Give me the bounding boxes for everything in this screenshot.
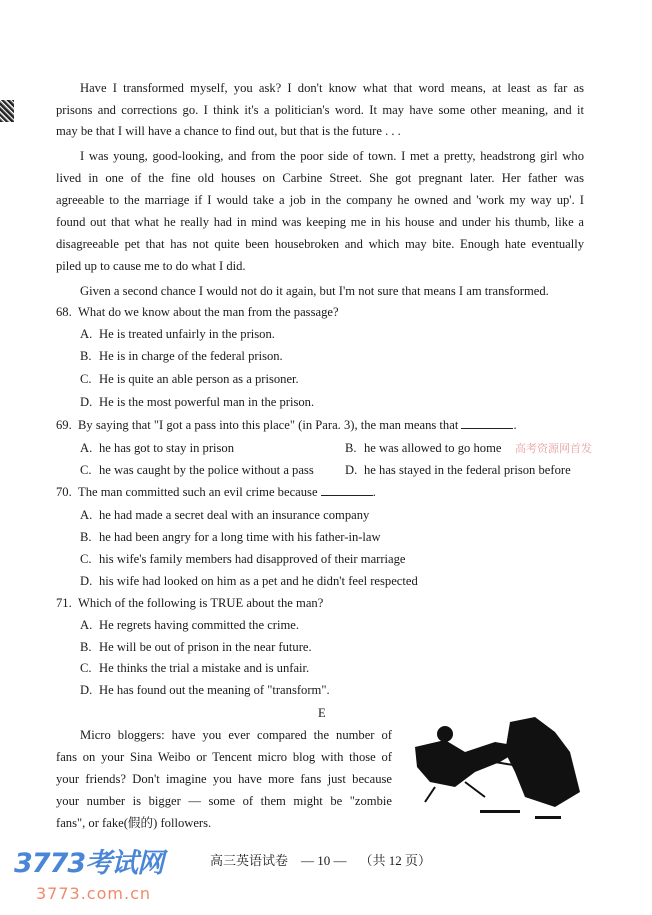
passage-line: found out that what he really had in mind was keeping me in his house and under his thumb, like a <box>56 215 584 229</box>
option-text: he had made a secret deal with an insurance company <box>99 508 370 522</box>
passage-line: disagreeable pet that has not quite been housebroken and which may bite. Enough hate eventually <box>56 237 584 251</box>
passage-line: lived in one of the fine old houses on Carbine Street. She got pregnant later. Her father was <box>56 171 584 185</box>
passage-line: piled up to cause me to do what I did. <box>56 259 246 273</box>
site-logo: 3773考试网 <box>14 848 164 879</box>
passage-line: may be that I will have a chance to find out, but that is the future . . . <box>56 124 401 138</box>
option-letter: B. <box>80 640 92 654</box>
option-text: He is the most powerful man in the prison. <box>99 395 315 409</box>
option-letter: A. <box>80 327 93 341</box>
passage-line: agreeable to the marriage if I would take a job in the company he owned and 'work my way up'. I <box>56 193 584 207</box>
option-text: He regrets having committed the crime. <box>99 618 300 632</box>
question-stem-text: Which of the following is TRUE about the man? <box>78 596 324 610</box>
answer-blank <box>461 418 513 429</box>
passage-line: Have I transformed myself, you ask? I don't know what that word means, at least as far as <box>80 81 584 95</box>
option-letter: B. <box>345 441 357 455</box>
option-text: he has stayed in the federal prison before <box>364 463 571 477</box>
watermark: 高考资源网首发 <box>515 442 592 455</box>
option-letter: D. <box>80 574 93 588</box>
answer-blank <box>321 485 373 496</box>
question-number: 71. <box>56 596 72 610</box>
option-letter: C. <box>80 463 92 477</box>
question-number: 69. <box>56 418 72 432</box>
option-letter: A. <box>80 618 93 632</box>
passage-line: Given a second chance I would not do it again, but I'm not sure that means I am transformed. <box>80 284 549 298</box>
option-text: his wife had looked on him as a pet and he didn't feel respected <box>99 574 418 588</box>
question-stem-text: What do we know about the man from the passage? <box>78 305 339 319</box>
question-number: 70. <box>56 485 72 499</box>
option-text: He thinks the trial a mistake and is unfair. <box>99 661 310 675</box>
option-letter: B. <box>80 530 92 544</box>
question-stem <box>78 304 339 320</box>
option-text: He has found out the meaning of "transform". <box>99 683 330 697</box>
option-letter: D. <box>80 395 93 409</box>
section-e-line: fans on your Sina Weibo or Tencent micro blog with those of <box>56 750 392 764</box>
option-letter: D. <box>345 463 358 477</box>
question-number: 68. <box>56 305 72 319</box>
question-stem-text: By saying that "I got a pass into this place" (in Para. 3), the man means that <box>78 418 459 432</box>
passage-line: prisons and corrections go. I think it's a politician's word. It may have some other meaning, and it <box>56 103 584 117</box>
section-e-line: your number is bigger — some of them might be "zombie <box>56 794 392 808</box>
option-letter: B. <box>80 349 92 363</box>
option-text: he was caught by the police without a pass <box>99 463 314 477</box>
option-letter: A. <box>80 508 93 522</box>
option-letter: A. <box>80 441 93 455</box>
option-letter: D. <box>80 683 93 697</box>
option-text: he has got to stay in prison <box>99 441 235 455</box>
question-stem: By saying that "I got a pass into this place" (in Para. 3), the man means that . <box>78 418 517 432</box>
option-text: He is in charge of the federal prison. <box>99 349 283 363</box>
section-e-line: Micro bloggers: have you ever compared the number of <box>80 728 392 742</box>
passage-line: I was young, good-looking, and from the poor side of town. I met a pretty, headstrong girl who <box>80 149 584 163</box>
option-letter: C. <box>80 552 92 566</box>
section-e-line: fans", or fake(假的) followers. <box>56 816 212 830</box>
option-letter: C. <box>80 661 92 675</box>
qr-code-mark <box>0 100 14 122</box>
page-footer: 高三英语试卷 — 10 — （共 12 页） <box>210 853 432 868</box>
option-text: his wife's family members had disapproved of their marriage <box>99 552 406 566</box>
question-stem-text: The man committed such an evil crime because <box>78 485 318 499</box>
option-text: He is quite an able person as a prisoner. <box>99 372 299 386</box>
section-e-line: your friends? Don't imagine you have more fans just because <box>56 772 392 786</box>
site-logo-url: 3773.com.cn <box>36 884 151 903</box>
option-text: he had been angry for a long time with his father-in-law <box>99 530 381 544</box>
option-text: he was allowed to go home <box>364 441 502 455</box>
option-text: He is treated unfairly in the prison. <box>99 327 275 341</box>
section-heading: E <box>318 706 326 720</box>
option-text: He will be out of prison in the near future. <box>99 640 312 654</box>
option-letter: C. <box>80 372 92 386</box>
cartoon-illustration <box>405 712 595 820</box>
question-stem: The man committed such an evil crime because . <box>78 485 376 499</box>
question-stem <box>78 595 323 611</box>
